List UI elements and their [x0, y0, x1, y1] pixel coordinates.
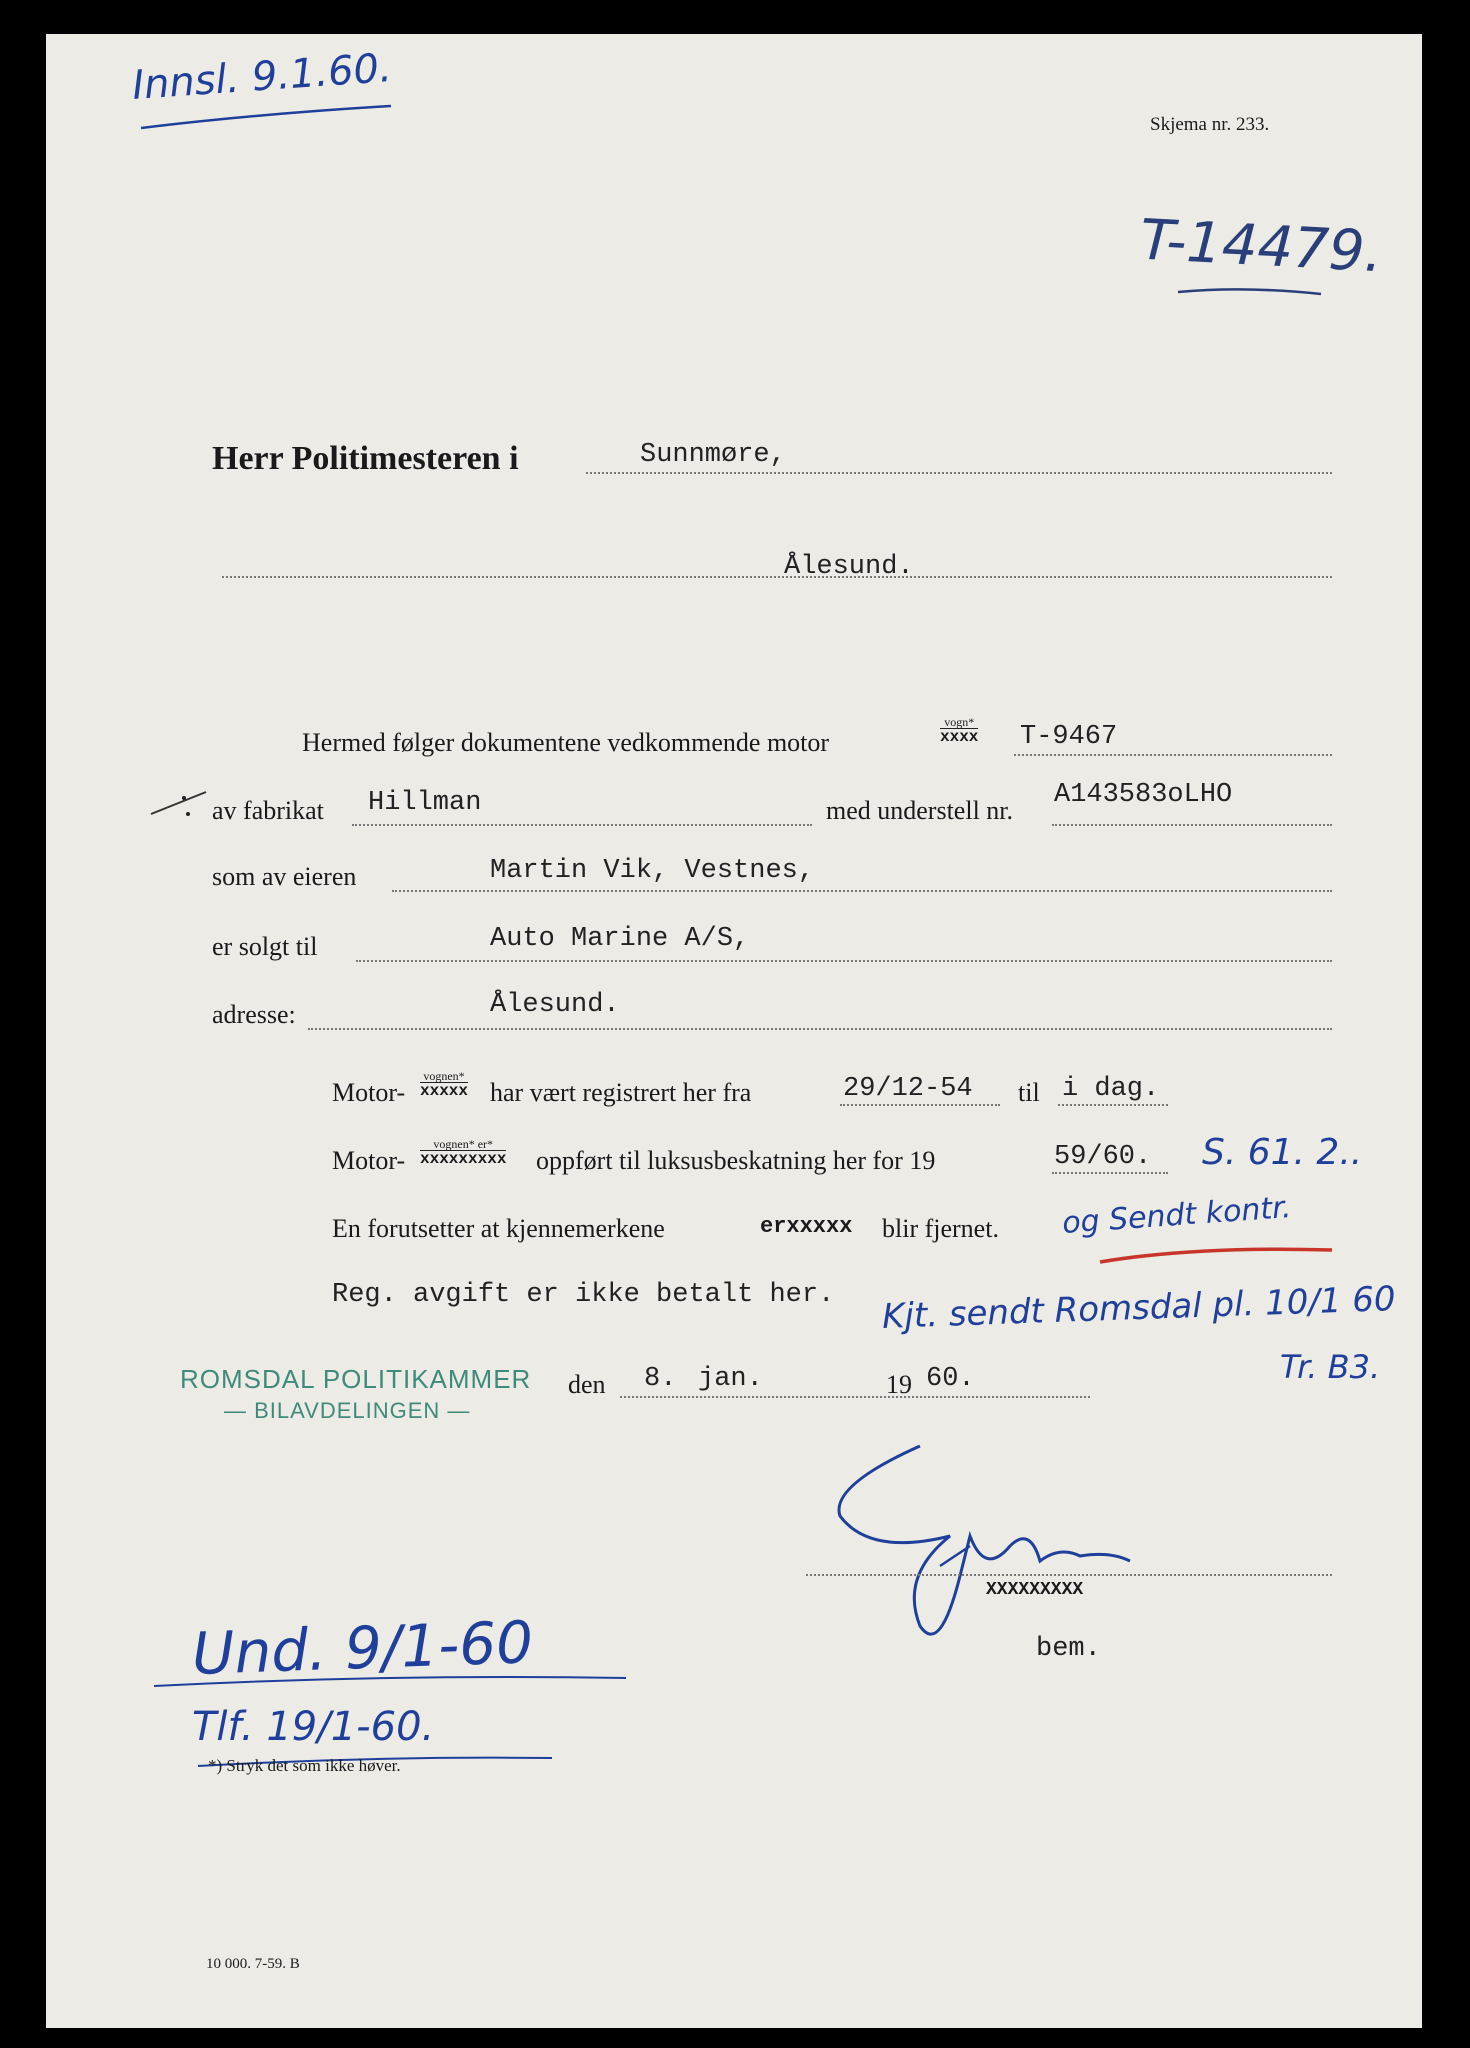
recipient-district: Sunnmøre,: [640, 440, 786, 470]
address-value: Ålesund.: [490, 990, 620, 1020]
date-century: 19: [886, 1370, 912, 1399]
handwritten-case-number: T-14479.: [1138, 207, 1384, 286]
dotted-line: [840, 1104, 1000, 1106]
tax-word-top: vognen*: [433, 1137, 475, 1151]
owner-label: som av eieren: [212, 862, 357, 891]
signature-struck: XXXXXXXXX: [986, 1580, 1084, 1600]
chassis-label: med understell nr.: [826, 796, 1014, 825]
dotted-line: [1014, 754, 1332, 756]
heading: Herr Politimesteren i: [212, 440, 519, 477]
handwritten-case-underline: [1176, 282, 1326, 302]
stamp-line1: ROMSDAL POLITIKAMMER: [180, 1364, 532, 1394]
chassis-number: A143583oLHO: [1054, 780, 1233, 810]
handwritten-sent-note: Kjt. sendt Romsdal pl. 10/1 60: [881, 1279, 1397, 1337]
reg-word-top: vognen*: [420, 1070, 468, 1083]
handwritten-tax-note: S. 61. 2..: [1202, 1132, 1363, 1173]
reg-until-label: til: [1018, 1078, 1040, 1107]
buyer-value: Auto Marine A/S,: [490, 924, 750, 954]
owner-value: Martin Vik, Vestnes,: [490, 856, 815, 886]
reg-prefix: Motor-: [332, 1078, 406, 1107]
reg-until-value: i dag.: [1062, 1074, 1160, 1104]
handwritten-tick-mark: [146, 784, 216, 824]
dotted-line: [806, 1574, 1332, 1576]
tax-word-top2: er*: [477, 1137, 494, 1151]
dotted-line: [308, 1028, 1332, 1030]
dotted-line: [1052, 824, 1332, 826]
handwritten-bottom-note-1: Und. 9/1-60: [190, 1608, 535, 1688]
plates-text: En forutsetter at kjennemerkene: [332, 1214, 665, 1243]
recipient-city: Ålesund.: [784, 552, 914, 582]
dotted-line: [586, 472, 1332, 474]
handwritten-underline: [150, 1664, 630, 1694]
handwritten-code: Tr. B3.: [1280, 1348, 1381, 1386]
tax-year: 59/60.: [1054, 1142, 1152, 1172]
address-label: adresse:: [212, 1000, 296, 1029]
form-number: Skjema nr. 233.: [1150, 114, 1270, 135]
reg-text: har vært registrert her fra: [490, 1078, 752, 1107]
signature-scribble: [810, 1426, 1170, 1666]
handwritten-note-received: Innsl. 9.1.60.: [130, 44, 394, 110]
date-month: jan.: [698, 1364, 763, 1394]
reg-word-struck: xxxxx: [420, 1082, 469, 1100]
print-code: 10 000. 7-59. B: [206, 1956, 300, 1972]
footnote: *) Stryk det som ikke høver.: [208, 1756, 401, 1775]
red-underline: [1096, 1240, 1336, 1270]
document-page: [46, 34, 1422, 2028]
vehicle-word-struck: xxxx: [940, 728, 979, 746]
plates-struck: erxxxxx: [760, 1214, 853, 1239]
tax-word-fraction: [420, 1138, 506, 1168]
registration-number: T-9467: [1020, 722, 1118, 752]
date-year: 60.: [926, 1364, 975, 1394]
vehicle-word-top: vogn*: [940, 716, 978, 729]
sold-to-label: er solgt til: [212, 932, 318, 961]
plates-text2: blir fjernet.: [882, 1214, 999, 1243]
tax-text: oppført til luksusbeskatning her for 19: [536, 1146, 936, 1175]
manufacturer-value: Hillman: [368, 788, 482, 818]
dotted-line: [222, 576, 1332, 578]
dotted-line: [352, 824, 812, 826]
handwritten-underline: [136, 104, 396, 134]
vehicle-word-fraction: [940, 716, 978, 746]
dotted-line: [356, 960, 1332, 962]
date-label: den: [568, 1370, 606, 1399]
dotted-line: [392, 890, 1332, 892]
tax-prefix: Motor-: [332, 1146, 406, 1175]
tax-word-struck: xxxxxxxxx: [420, 1150, 507, 1168]
reg-word-fraction: [420, 1070, 468, 1100]
stamp-line2: — BILAVDELINGEN —: [224, 1398, 471, 1423]
date-day: 8.: [644, 1364, 677, 1394]
dotted-line: [620, 1396, 1090, 1398]
dotted-line: [1058, 1104, 1168, 1106]
intro-text: Hermed følger dokumentene vedkommende motor: [302, 728, 830, 757]
handwritten-bottom-note-2: Tlf. 19/1-60.: [192, 1704, 435, 1750]
dotted-line: [1052, 1172, 1168, 1174]
handwritten-plates-note: og Sendt kontr.: [1061, 1190, 1293, 1241]
signature-title: bem.: [1036, 1634, 1101, 1664]
fee-note: Reg. avgift er ikke betalt her.: [332, 1280, 835, 1310]
reg-from-date: 29/12-54: [843, 1074, 973, 1104]
manufacturer-label: av fabrikat: [212, 796, 324, 825]
